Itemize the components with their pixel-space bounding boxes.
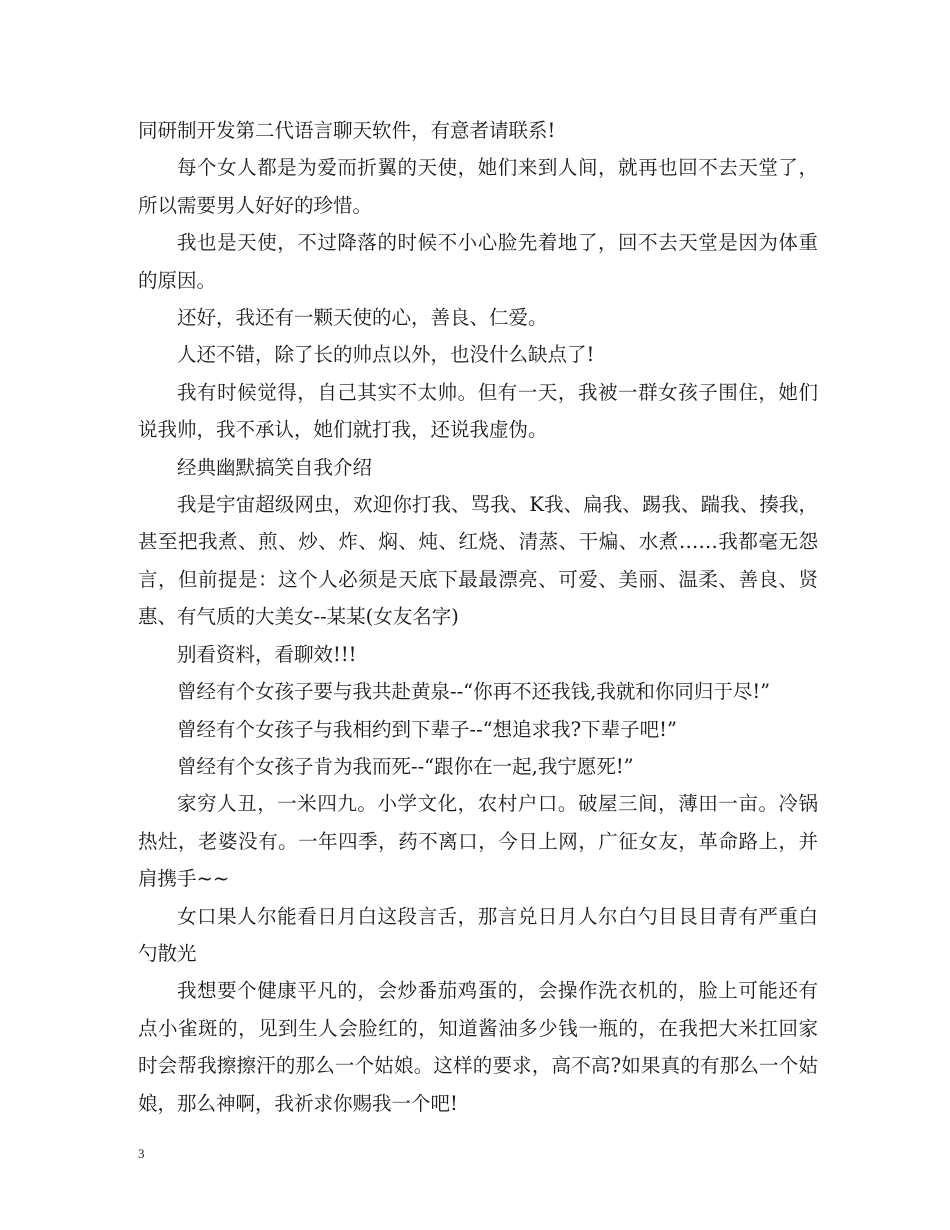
paragraph-10: 曾经有个女孩子要与我共赴黄泉--“你再不还我钱,我就和你同归于尽!” <box>177 680 771 704</box>
paragraph-2: 每个女人都是为爱而折翼的天使，她们来到人间，就再也回不去天堂了，所以需要男人好好的珍惜。 <box>138 156 818 217</box>
paragraph-5: 人还不错，除了长的帅点以外，也没什么缺点了! <box>177 343 595 367</box>
document-body <box>138 112 818 1122</box>
paragraph-4: 还好，我还有一颗天使的心，善良、仁爱。 <box>177 306 548 330</box>
page-number: 3 <box>138 1146 145 1161</box>
paragraph-8: 我是宇宙超级网虫，欢迎你打我、骂我、K我、扁我、踢我、踹我、揍我，甚至把我煮、煎、炒、炸、焖、炖、红烧、清蒸、干煸、水煮……我都毫无怨言，但前提是：这个人必须是天底下最最漂亮、可爱、美丽、温柔、善良、贤惠、有气质的大美女--某某(女友名字) <box>138 493 818 629</box>
paragraph-12: 曾经有个女孩子肯为我而死--“跟你在一起,我宁愿死!” <box>177 754 634 778</box>
paragraph-13: 家穷人丑，一米四九。小学文化，农村户口。破屋三间，薄田一亩。冷锅热灶，老婆没有。一年四季，药不离口，今日上网，广征女友，革命路上，并肩携手~~ <box>138 792 818 891</box>
paragraph-14: 女口果人尔能看日月白这段言舌，那言兑日月人尔白勺目艮目青有严重白勺散光 <box>138 904 818 965</box>
paragraph-6: 我有时候觉得，自己其实不太帅。但有一天，我被一群女孩子围住，她们说我帅，我不承认，她们就打我，还说我虚伪。 <box>138 380 818 442</box>
paragraph-1: 同研制开发第二代语言聊天软件，有意者请联系! <box>138 119 556 142</box>
section-heading: 经典幽默搞笑自我介绍 <box>177 455 373 479</box>
paragraph-9: 别看资料，看聊效!!! <box>177 642 357 666</box>
paragraph-3: 我也是天使，不过降落的时候不小心脸先着地了，回不去天堂是因为体重的原因。 <box>138 231 818 292</box>
paragraph-11: 曾经有个女孩子与我相约到下辈子--“想追求我?下辈子吧!” <box>177 717 677 741</box>
paragraph-15: 我想要个健康平凡的，会炒番茄鸡蛋的，会操作洗衣机的，脸上可能还有点小雀斑的，见到生人会脸红的，知道酱油多少钱一瓶的，在我把大米扛回家时会帮我擦擦汗的那么一个姑娘。这样的要求，高不高?如果真的有那么一个姑娘，那么神啊，我祈求你赐我一个吧! <box>138 979 818 1115</box>
